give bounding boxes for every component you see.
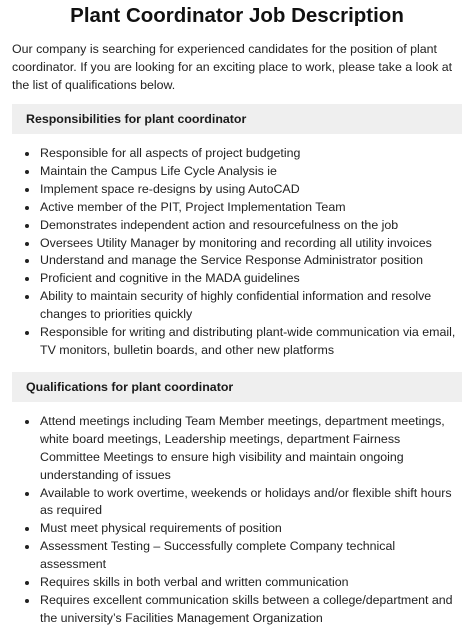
list-item: Proficient and cognitive in the MADA guidelines bbox=[40, 270, 462, 288]
intro-paragraph: Our company is searching for experienced candidates for the position of plant coordinator. If you are looking for an exciting place to work, please take a look at the list of qualifications below. bbox=[12, 42, 453, 92]
list-item: Requires skills in both verbal and written communication bbox=[40, 574, 462, 592]
qualifications-heading: Qualifications for plant coordinator bbox=[12, 372, 462, 402]
list-item: Demonstrates independent action and resourcefulness on the job bbox=[40, 217, 462, 235]
list-item: Active member of the PIT, Project Implementation Team bbox=[40, 199, 462, 217]
page-title: Plant Coordinator Job Description bbox=[70, 4, 404, 27]
list-item: Responsible for writing and distributing plant-wide communication via email, TV monitors, bulletin boards, and other new platforms bbox=[40, 324, 462, 360]
list-item: Requires excellent communication skills between a college/department and the university’s Facilities Management Organization bbox=[40, 592, 462, 628]
responsibilities-section bbox=[12, 104, 462, 360]
responsibilities-heading: Responsibilities for plant coordinator bbox=[12, 104, 462, 134]
list-item: Must meet physical requirements of position bbox=[40, 520, 462, 538]
list-item: Assessment Testing – Successfully complete Company technical assessment bbox=[40, 538, 462, 574]
responsibilities-list bbox=[12, 145, 462, 360]
qualifications-list bbox=[12, 413, 462, 628]
list-item: Attend meetings including Team Member meetings, department meetings, white board meetings, Leadership meetings, department Fairness Committee Meetings to ensure high visibility and maintain ongoing understanding of issues bbox=[40, 413, 462, 485]
list-item: Understand and manage the Service Response Administrator position bbox=[40, 252, 462, 270]
qualifications-section bbox=[12, 372, 462, 628]
list-item: Responsible for all aspects of project budgeting bbox=[40, 145, 462, 163]
list-item: Implement space re-designs by using AutoCAD bbox=[40, 181, 462, 199]
list-item: Available to work overtime, weekends or holidays and/or flexible shift hours as required bbox=[40, 485, 462, 521]
list-item: Maintain the Campus Life Cycle Analysis ie bbox=[40, 163, 462, 181]
list-item: Ability to maintain security of highly confidential information and resolve changes to priorities quickly bbox=[40, 288, 462, 324]
list-item: Oversees Utility Manager by monitoring and recording all utility invoices bbox=[40, 235, 462, 253]
